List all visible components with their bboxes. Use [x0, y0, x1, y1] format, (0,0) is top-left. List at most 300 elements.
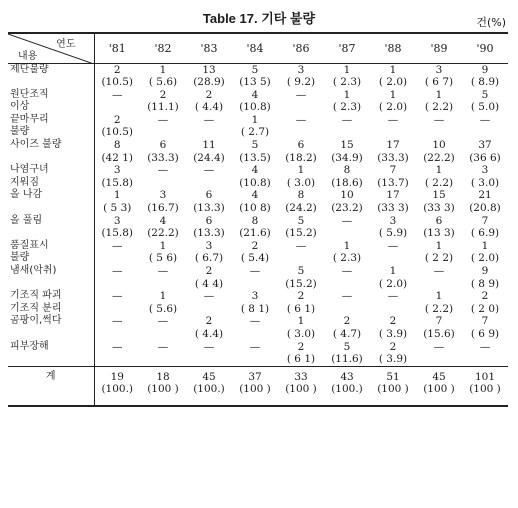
count-value: —: [203, 164, 215, 177]
count-value: 3: [159, 189, 167, 202]
table-row: [8, 89, 508, 114]
count-value: 2: [481, 290, 489, 303]
data-cell: [416, 240, 462, 265]
year-header: '87: [324, 33, 370, 63]
percent-value: (18.6): [331, 176, 363, 189]
row-label-line: 품질표시: [10, 239, 49, 251]
percent-value: (13.7): [377, 176, 409, 189]
row-label-line: 원단조직: [10, 88, 49, 100]
data-cell: [232, 265, 278, 290]
data-cell: [462, 341, 508, 367]
percent-value: ( 3.9): [378, 327, 408, 340]
count-value: 15: [340, 139, 354, 152]
count-value: 7: [481, 315, 489, 328]
data-cell: [94, 290, 140, 315]
count-value: 4: [251, 189, 259, 202]
percent-value: (15.2): [285, 227, 317, 240]
count-value: —: [157, 315, 169, 328]
data-cell: [94, 315, 140, 340]
data-cell: [140, 290, 186, 315]
count-value: —: [387, 290, 399, 303]
percent-value: ( 2.2): [424, 302, 454, 315]
percent-value: (33 3): [423, 202, 455, 215]
count-value: 3: [251, 290, 259, 303]
count-value: 3: [389, 214, 397, 227]
count-value: —: [203, 340, 215, 353]
percent-value: (13 5): [239, 76, 271, 89]
data-cell: [140, 341, 186, 367]
percent-value: (100 ): [469, 383, 501, 396]
percent-value: (16.7): [147, 202, 179, 215]
year-header: '89: [416, 33, 462, 63]
percent-value: ( 8 9): [470, 277, 500, 290]
data-cell: [370, 139, 416, 164]
data-cell: [186, 290, 232, 315]
table-row: [8, 290, 508, 315]
count-value: —: [157, 340, 169, 353]
percent-value: ( 8.9): [470, 76, 500, 89]
row-label-line: 불량: [10, 126, 30, 138]
data-cell: [94, 189, 140, 214]
data-cell: [324, 366, 370, 406]
data-cell: [416, 114, 462, 139]
count-value: —: [433, 265, 445, 277]
count-value: 1: [297, 315, 305, 328]
row-label: [8, 315, 94, 340]
data-cell: [278, 215, 324, 240]
data-cell: [370, 315, 416, 340]
header-row: [8, 33, 508, 63]
count-value: 11: [202, 139, 216, 152]
data-cell: [416, 189, 462, 214]
percent-value: ( 5.6): [148, 76, 178, 89]
percent-value: (100 ): [285, 383, 317, 396]
count-value: —: [295, 88, 307, 101]
count-value: 6: [435, 214, 443, 227]
count-value: 6: [205, 214, 213, 227]
data-cell: [416, 366, 462, 406]
data-cell: [416, 265, 462, 290]
count-value: 8: [297, 189, 305, 202]
row-label: [8, 215, 94, 240]
data-cell: [462, 315, 508, 340]
data-cell: [140, 189, 186, 214]
table-row: [8, 215, 508, 240]
count-value: 1: [297, 164, 305, 177]
defect-table: [8, 32, 508, 407]
percent-value: ( 2.3): [332, 101, 362, 114]
count-value: —: [203, 113, 215, 126]
data-cell: [462, 215, 508, 240]
data-table-container: [8, 32, 508, 502]
data-cell: [140, 139, 186, 164]
data-cell: [324, 114, 370, 139]
count-value: —: [249, 265, 261, 277]
count-value: 1: [435, 88, 443, 101]
count-value: —: [387, 239, 399, 252]
percent-value: ( 5.4): [240, 252, 270, 265]
row-label-line: 제단불량: [10, 63, 49, 75]
data-cell: [370, 63, 416, 89]
count-value: —: [157, 113, 169, 126]
row-label-line: 나염구녀: [10, 164, 49, 176]
data-cell: [416, 215, 462, 240]
count-value: 2: [113, 63, 121, 76]
data-cell: [462, 265, 508, 290]
percent-value: (10.5): [101, 76, 134, 89]
data-cell: [462, 114, 508, 139]
percent-value: (100 ): [147, 383, 179, 396]
data-cell: [186, 265, 232, 290]
count-value: 5: [297, 265, 305, 277]
data-cell: [370, 89, 416, 114]
percent-value: ( 4.7): [332, 327, 362, 340]
row-label: 계: [8, 366, 94, 406]
percent-value: ( 4.4): [194, 327, 224, 340]
row-label-line: 곰팡이,썩다: [10, 315, 62, 327]
table-row: [8, 341, 508, 367]
percent-value: (100.): [193, 383, 225, 396]
count-value: 7: [435, 315, 443, 328]
percent-value: ( 2.0): [378, 277, 408, 290]
count-value: —: [112, 265, 123, 277]
data-cell: [370, 240, 416, 265]
data-cell: [462, 240, 508, 265]
count-value: 9: [481, 63, 489, 76]
percent-value: (36 6): [469, 151, 501, 164]
count-value: 3: [113, 164, 121, 177]
percent-value: ( 3.0): [286, 176, 316, 189]
data-cell: [278, 315, 324, 340]
corner-year-label: 연도: [56, 39, 76, 50]
count-value: 6: [205, 189, 213, 202]
data-cell: [94, 63, 140, 89]
count-value: —: [341, 113, 353, 126]
count-value: 45: [432, 370, 446, 383]
data-cell: [94, 240, 140, 265]
data-cell: [370, 265, 416, 290]
count-value: 1: [113, 189, 121, 202]
year-header: '81: [94, 33, 140, 63]
count-value: 45: [202, 370, 216, 383]
count-value: 6: [297, 139, 305, 152]
percent-value: ( 2.0): [378, 76, 408, 89]
row-label: [8, 164, 94, 189]
percent-value: (11.1): [147, 101, 179, 114]
count-value: —: [203, 290, 215, 303]
percent-value: ( 3.9): [378, 353, 408, 366]
data-cell: [94, 114, 140, 139]
count-value: 1: [389, 265, 397, 277]
count-value: —: [341, 214, 353, 227]
data-cell: [232, 89, 278, 114]
data-cell: [140, 63, 186, 89]
count-value: 3: [113, 214, 121, 227]
percent-value: ( 2 2): [424, 252, 454, 265]
percent-value: (20.8): [469, 202, 501, 215]
unit-label: 건(%): [476, 16, 506, 29]
count-value: 5: [481, 88, 489, 101]
count-value: —: [112, 290, 123, 303]
count-value: 17: [386, 189, 400, 202]
percent-value: ( 6 1): [286, 302, 316, 315]
count-value: —: [112, 340, 123, 353]
data-cell: [324, 240, 370, 265]
count-value: —: [479, 340, 491, 353]
count-value: 5: [297, 214, 305, 227]
table-title: Table 17. 기타 불량: [202, 11, 316, 26]
data-cell: [462, 164, 508, 189]
data-cell: [416, 139, 462, 164]
data-cell: [416, 290, 462, 315]
data-cell: [324, 139, 370, 164]
data-cell: [278, 139, 324, 164]
count-value: 4: [251, 164, 259, 177]
year-header: '84: [232, 33, 278, 63]
data-cell: [462, 366, 508, 406]
percent-value: ( 6.9): [470, 227, 500, 240]
count-value: 3: [435, 63, 443, 76]
count-value: 1: [343, 63, 351, 76]
count-value: 21: [478, 189, 492, 202]
count-value: —: [433, 113, 445, 126]
data-cell: [186, 139, 232, 164]
percent-value: ( 3.0): [286, 327, 316, 340]
data-cell: [186, 164, 232, 189]
row-label-line: 사이즈 불량: [10, 139, 62, 151]
percent-value: ( 6 7): [424, 76, 454, 89]
data-cell: [140, 215, 186, 240]
count-value: 2: [389, 340, 397, 353]
data-cell: [232, 114, 278, 139]
percent-value: (33.3): [147, 151, 179, 164]
count-value: 43: [340, 370, 354, 383]
percent-value: (21.6): [239, 227, 271, 240]
percent-value: ( 9.2): [286, 76, 316, 89]
table-row: [8, 189, 508, 214]
count-value: 6: [159, 139, 167, 152]
corner-header-cell: [8, 33, 94, 63]
count-value: 1: [343, 88, 351, 101]
row-label: [8, 290, 94, 315]
percent-value: (15.8): [101, 176, 134, 189]
percent-value: (100 ): [239, 383, 271, 396]
count-value: —: [249, 340, 261, 353]
row-label: [8, 265, 94, 290]
count-value: 5: [251, 63, 259, 76]
table-row: [8, 63, 508, 89]
count-value: 1: [159, 63, 167, 76]
count-value: —: [157, 164, 169, 177]
data-cell: [94, 366, 140, 406]
percent-value: ( 6 9): [470, 327, 500, 340]
percent-value: (100.): [101, 383, 134, 396]
data-cell: [186, 366, 232, 406]
percent-value: (15.6): [423, 327, 455, 340]
data-cell: [462, 290, 508, 315]
count-value: —: [112, 88, 123, 101]
count-value: 7: [481, 214, 489, 227]
data-cell: [94, 215, 140, 240]
count-value: —: [295, 113, 307, 126]
count-value: 3: [205, 239, 213, 252]
data-cell: [140, 114, 186, 139]
data-cell: [370, 189, 416, 214]
data-cell: [416, 341, 462, 367]
data-cell: [278, 290, 324, 315]
count-value: 5: [343, 340, 351, 353]
table-row: [8, 139, 508, 164]
count-value: 5: [251, 139, 259, 152]
percent-value: (34.9): [331, 151, 363, 164]
count-value: 15: [432, 189, 446, 202]
data-cell: [416, 63, 462, 89]
table-row: [8, 240, 508, 265]
percent-value: (15.8): [101, 227, 134, 240]
row-label-line: 기조직 분리: [10, 302, 62, 314]
percent-value: (100 ): [377, 383, 409, 396]
percent-value: (10.5): [101, 126, 134, 139]
count-value: 37: [478, 139, 492, 152]
count-value: 2: [205, 88, 213, 101]
count-value: 10: [432, 139, 446, 152]
data-cell: [324, 89, 370, 114]
percent-value: ( 4 4): [194, 277, 224, 290]
percent-value: (11.6): [331, 353, 363, 366]
data-cell: [186, 63, 232, 89]
count-value: 7: [389, 164, 397, 177]
count-value: 1: [435, 164, 443, 177]
data-cell: [278, 189, 324, 214]
count-value: 1: [159, 239, 167, 252]
percent-value: ( 2.3): [332, 252, 362, 265]
percent-value: ( 2.7): [240, 126, 270, 139]
count-value: 2: [113, 113, 121, 126]
percent-value: ( 2.0): [470, 252, 500, 265]
row-label-line: 피부장해: [10, 340, 49, 352]
data-cell: [232, 315, 278, 340]
year-header: '90: [462, 33, 508, 63]
count-value: —: [249, 315, 261, 328]
row-label-line: 이상: [10, 101, 30, 113]
row-label: [8, 114, 94, 139]
count-value: 33: [294, 370, 308, 383]
percent-value: (24.4): [193, 151, 225, 164]
data-cell: [232, 63, 278, 89]
count-value: 101: [474, 370, 496, 383]
count-value: —: [112, 239, 123, 252]
percent-value: (13.3): [193, 227, 225, 240]
count-value: 2: [205, 265, 213, 277]
count-value: 18: [156, 370, 170, 383]
data-cell: [324, 63, 370, 89]
data-cell: [324, 290, 370, 315]
count-value: —: [157, 265, 169, 277]
percent-value: ( 5.0): [470, 101, 500, 114]
data-cell: [324, 215, 370, 240]
percent-value: ( 5 3): [103, 202, 132, 215]
data-cell: [140, 89, 186, 114]
count-value: 3: [481, 164, 489, 177]
data-cell: [140, 315, 186, 340]
count-value: 1: [481, 239, 489, 252]
count-value: 1: [251, 113, 259, 126]
data-cell: [232, 366, 278, 406]
percent-value: ( 6.7): [194, 252, 224, 265]
table-body: [8, 63, 508, 406]
count-value: 1: [159, 290, 167, 303]
data-cell: [94, 164, 140, 189]
row-label: [8, 63, 94, 89]
data-cell: [94, 89, 140, 114]
row-label: [8, 89, 94, 114]
data-cell: [370, 215, 416, 240]
data-cell: [186, 89, 232, 114]
percent-value: (28.9): [193, 76, 225, 89]
data-cell: [140, 164, 186, 189]
data-cell: [232, 139, 278, 164]
data-cell: [278, 63, 324, 89]
table-row: [8, 114, 508, 139]
data-cell: [324, 315, 370, 340]
data-cell: [186, 215, 232, 240]
data-cell: [462, 89, 508, 114]
row-label-line: 불량: [10, 252, 30, 264]
percent-value: ( 2.2): [424, 176, 454, 189]
corner-content-label: 내용: [18, 50, 38, 62]
percent-value: ( 2.3): [332, 76, 362, 89]
count-value: 1: [389, 63, 397, 76]
percent-value: (13 3): [423, 227, 455, 240]
count-value: 1: [435, 290, 443, 303]
data-cell: [324, 189, 370, 214]
percent-value: (33.3): [377, 151, 409, 164]
count-value: —: [112, 315, 123, 328]
percent-value: ( 4.4): [194, 101, 224, 114]
data-cell: [278, 341, 324, 367]
count-value: —: [341, 265, 353, 277]
count-value: —: [341, 290, 353, 303]
row-label-line: 끝마무리: [10, 113, 49, 125]
table-row: [8, 315, 508, 340]
percent-value: ( 2.2): [424, 101, 454, 114]
data-cell: [140, 240, 186, 265]
data-cell: [94, 139, 140, 164]
count-value: 19: [110, 370, 124, 383]
count-value: —: [479, 113, 491, 126]
count-value: 2: [297, 340, 305, 353]
count-value: 2: [343, 315, 351, 328]
count-value: 4: [251, 88, 259, 101]
data-cell: [416, 89, 462, 114]
year-header: '82: [140, 33, 186, 63]
row-label: [8, 341, 94, 367]
data-cell: [370, 164, 416, 189]
percent-value: (23.2): [331, 202, 363, 215]
data-cell: [278, 265, 324, 290]
data-cell: [324, 341, 370, 367]
percent-value: ( 6 1): [286, 353, 316, 366]
percent-value: (10.8): [239, 101, 271, 114]
total-row: [8, 366, 508, 406]
percent-value: (33 3): [377, 202, 409, 215]
data-cell: [94, 265, 140, 290]
count-value: 8: [251, 214, 259, 227]
year-header: '88: [370, 33, 416, 63]
percent-value: (22.2): [147, 227, 179, 240]
data-cell: [278, 240, 324, 265]
percent-value: ( 5.9): [378, 227, 408, 240]
